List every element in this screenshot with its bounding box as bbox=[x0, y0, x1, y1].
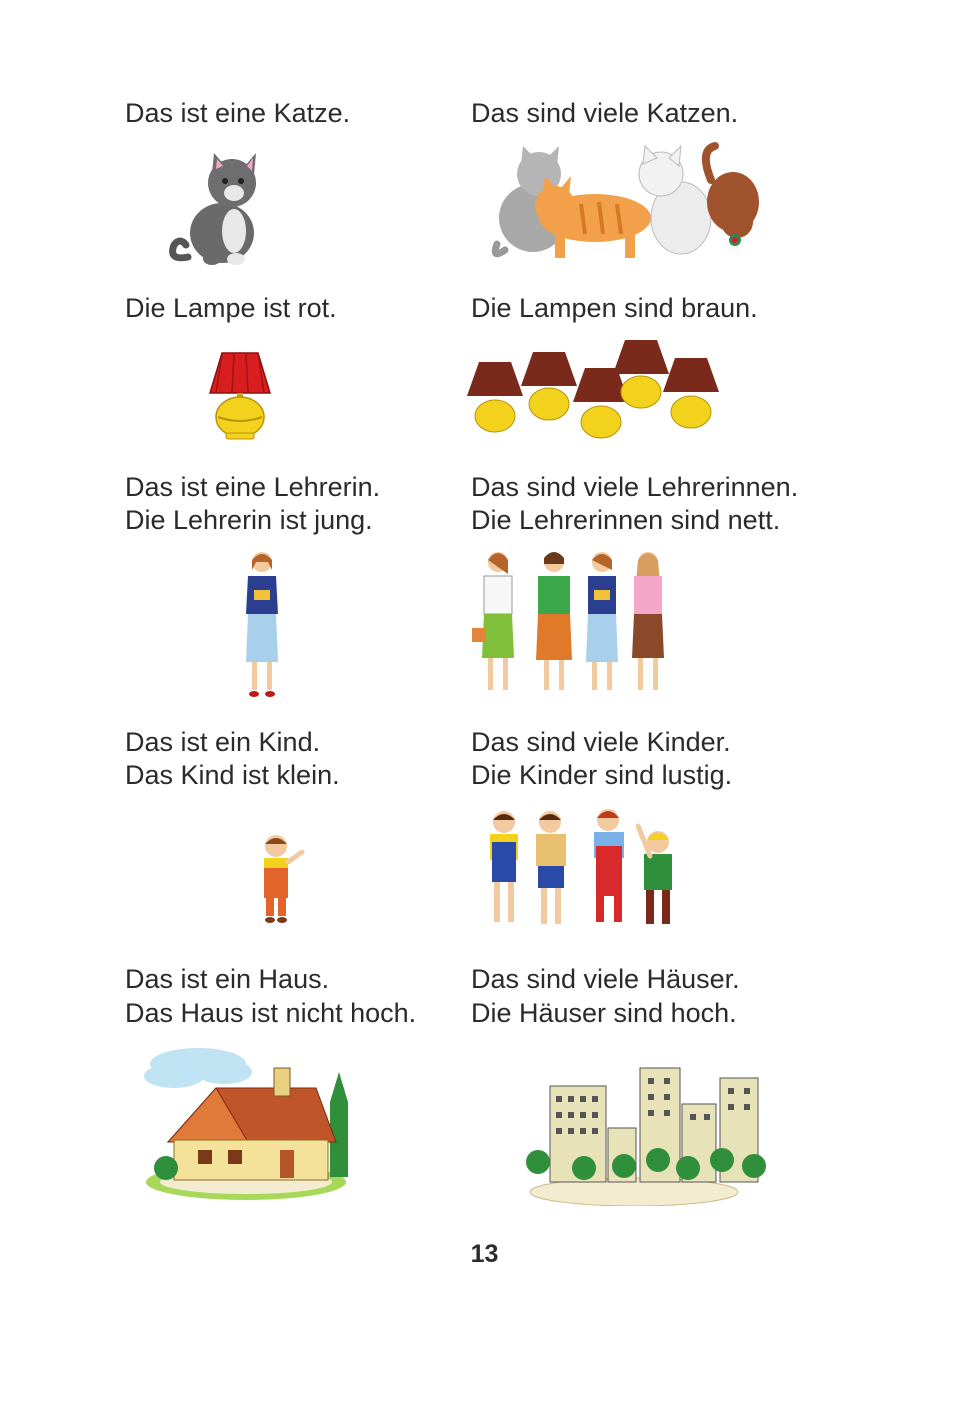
row4-left-line1: Das ist ein Kind. bbox=[125, 727, 321, 757]
row2-left-line1: Die Lampe ist rot. bbox=[125, 293, 337, 323]
row3-left-line1: Das ist eine Lehrerin. bbox=[125, 472, 381, 502]
row3-right-line1: Das sind viele Lehrerinnen. bbox=[471, 472, 799, 502]
row4-right-line2: Die Kinder sind lustig. bbox=[471, 760, 733, 790]
row3-right-line2: Die Lehrerinnen sind nett. bbox=[471, 505, 781, 535]
red-lamp-illustration bbox=[200, 345, 280, 445]
row5-right-line2: Die Häuser sind hoch. bbox=[471, 998, 737, 1028]
row5-left-line2: Das Haus ist nicht hoch. bbox=[125, 998, 417, 1028]
row5-right-line1: Das sind viele Häuser. bbox=[471, 964, 740, 994]
page-number: 13 bbox=[470, 1240, 499, 1268]
row1-right-line1: Das sind viele Katzen. bbox=[471, 98, 739, 128]
row5-left-line1: Das ist ein Haus. bbox=[125, 964, 330, 994]
row3-left-line2: Die Lehrerin ist jung. bbox=[125, 505, 373, 535]
teacher-illustration bbox=[232, 548, 292, 700]
many-cats-illustration bbox=[485, 140, 765, 272]
children-illustration bbox=[478, 806, 688, 936]
single-cat-illustration bbox=[160, 145, 280, 273]
row4-left-line2: Das Kind ist klein. bbox=[125, 760, 340, 790]
row4-right-line1: Das sind viele Kinder. bbox=[471, 727, 731, 757]
row1-left-line1: Das ist eine Katze. bbox=[125, 98, 351, 128]
apartment-buildings-illustration bbox=[524, 1064, 768, 1206]
child-illustration bbox=[248, 832, 310, 924]
house-illustration bbox=[138, 1042, 370, 1204]
teachers-illustration bbox=[468, 548, 678, 700]
row2-right-line1: Die Lampen sind braun. bbox=[471, 293, 758, 323]
brown-lamps-illustration bbox=[465, 338, 725, 450]
